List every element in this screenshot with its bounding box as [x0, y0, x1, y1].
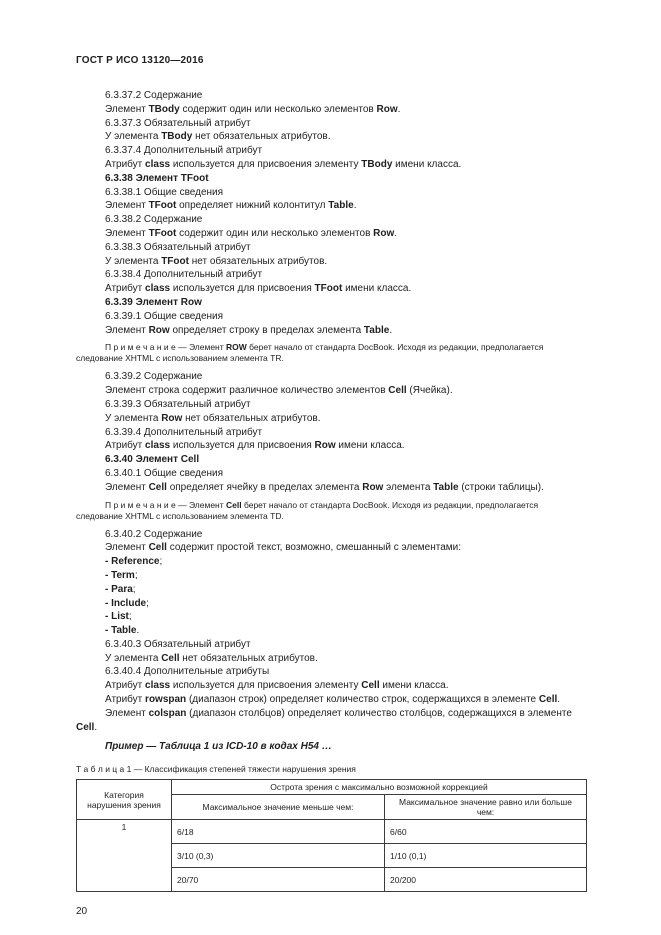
paragraph-list: - Term; [105, 569, 138, 581]
paragraph-normal: 6.3.40.1 Общие сведения [105, 467, 224, 479]
paragraph-normal: Элемент Cell содержит простой текст, возможно, смешанный с элементами: [105, 542, 462, 554]
paragraph-normal: Атрибут rowspan (диапазон строк) определяет количество строк, содержащихся в элементе Cell. [105, 694, 561, 706]
paragraph-list: - Include; [105, 597, 149, 609]
paragraph-normal: Элемент Row определяет строку в пределах элемента Table. [105, 324, 393, 336]
table-row [77, 820, 587, 844]
paragraph-list: - Para; [105, 583, 136, 595]
table-cell-less-0: 6/18 [172, 820, 385, 844]
paragraph-normal: 6.3.39.3 Обязательный атрибут [105, 398, 251, 410]
paragraph-normal: Элемент Cell определяет ячейку в пределах элемента Row элемента Table (строки таблицы). [105, 481, 544, 493]
table-cell-more-1: 1/10 (0,1) [385, 844, 587, 868]
table-caption: Т а б л и ц а 1 — Классификация степеней тяжести нарушения зрения [76, 764, 356, 775]
paragraph-normal: 6.3.40.4 Дополнительные атрибуты [105, 666, 270, 678]
table-header-row [77, 780, 587, 795]
paragraph-normal: 6.3.39.1 Общие сведения [105, 310, 224, 322]
table-cell-category: 1 [77, 820, 172, 892]
table-cell-more-2: 20/200 [385, 868, 587, 892]
paragraph-heading: 6.3.40 Элемент Cell [105, 454, 200, 466]
table-cell-more-0: 6/60 [385, 820, 587, 844]
paragraph-normal: 6.3.40.3 Обязательный атрибут [105, 638, 251, 650]
paragraph-heading: 6.3.39 Элемент Row [105, 296, 202, 308]
paragraph-normal: Элемент TFoot содержит один или несколько элементов Row. [105, 227, 398, 239]
paragraph-note: П р и м е ч а н и е — Элемент ROW берет начало от стандарта DocBook. Исходя из редакции, предполагается следование XHTML с использованием элемента TR. [76, 342, 544, 364]
paragraph-normal: Атрибут class используется для присвоения элементу Cell имени класса. [105, 680, 449, 692]
paragraph-normal: 6.3.39.2 Содержание [105, 371, 203, 383]
paragraph-normal: 6.3.38.1 Общие сведения [105, 186, 224, 198]
paragraph-example: Пример — Таблица 1 из ICD-10 в кодах Н54 … [105, 741, 332, 753]
paragraph-normal: Атрибут class используется для присвоения Row имени класса. [105, 440, 405, 452]
paragraph-normal: Атрибут class используется для присвоения элементу TBody имени класса. [105, 158, 462, 170]
paragraph-list: - Table. [105, 625, 140, 637]
paragraph-normal: 6.3.37.4 Дополнительный атрибут [105, 145, 263, 157]
table-cell-less-1: 3/10 (0,3) [172, 844, 385, 868]
paragraph-normal: 6.3.37.3 Обязательный атрибут [105, 117, 251, 129]
paragraph-heading: 6.3.38 Элемент TFoot [105, 172, 209, 184]
paragraph-list: - List; [105, 611, 132, 623]
doc-header-title: ГОСТ Р ИСО 13120—2016 [76, 55, 204, 66]
paragraph-normal: Элемент TFoot определяет нижний колонтитул Table. [105, 200, 357, 212]
paragraph-normal: У элемента Cell нет обязательных атрибутов. [105, 652, 318, 664]
table-cell-less-2: 20/70 [172, 868, 385, 892]
table-header-acuity: Острота зрения с максимально возможной коррекцией [172, 780, 587, 795]
paragraph-normal: 6.3.38.2 Содержание [105, 214, 203, 226]
paragraph-normal: 6.3.37.2 Содержание [105, 90, 203, 101]
paragraph-normal: 6.3.39.4 Дополнительный атрибут [105, 426, 263, 438]
page-number: 20 [76, 906, 88, 918]
paragraph-normal: У элемента TFoot нет обязательных атрибутов. [105, 255, 328, 267]
paragraph-normal: 6.3.40.2 Содержание [105, 528, 203, 540]
paragraph-normal: Элемент TBody содержит один или несколько элементов Row. [105, 103, 401, 115]
table-subheader-more-than: Максимальное значение равно или больше чем: [385, 795, 587, 820]
paragraph-normal: У элемента TBody нет обязательных атрибутов. [105, 131, 331, 143]
vision-severity-table [76, 779, 587, 892]
paragraph-normal: Элемент colspan (диапазон столбцов) определяет количество столбцов, содержащихся в элементе Cell. [76, 707, 572, 733]
paragraph-note: П р и м е ч а н и е — Элемент Cell берет начало от стандарта DocBook. Исходя из редакции, предполагается следование XHTML с использованием элемента TD. [76, 499, 539, 521]
paragraph-normal: 6.3.38.3 Обязательный атрибут [105, 241, 251, 253]
table-subheader-less-than: Максимальное значение меньше чем: [172, 795, 385, 820]
paragraph-normal: У элемента Row нет обязательных атрибутов. [105, 412, 321, 424]
document-body [76, 89, 586, 754]
page-content [76, 89, 586, 917]
paragraph-list: - Reference; [105, 556, 163, 568]
paragraph-normal: Элемент строка содержит различное количество элементов Cell (Ячейка). [105, 385, 453, 397]
paragraph-normal: 6.3.38.4 Дополнительный атрибут [105, 269, 263, 281]
table-header-category: Категория нарушения зрения [77, 780, 172, 820]
paragraph-normal: Атрибут class используется для присвоения TFoot имени класса. [105, 283, 412, 295]
